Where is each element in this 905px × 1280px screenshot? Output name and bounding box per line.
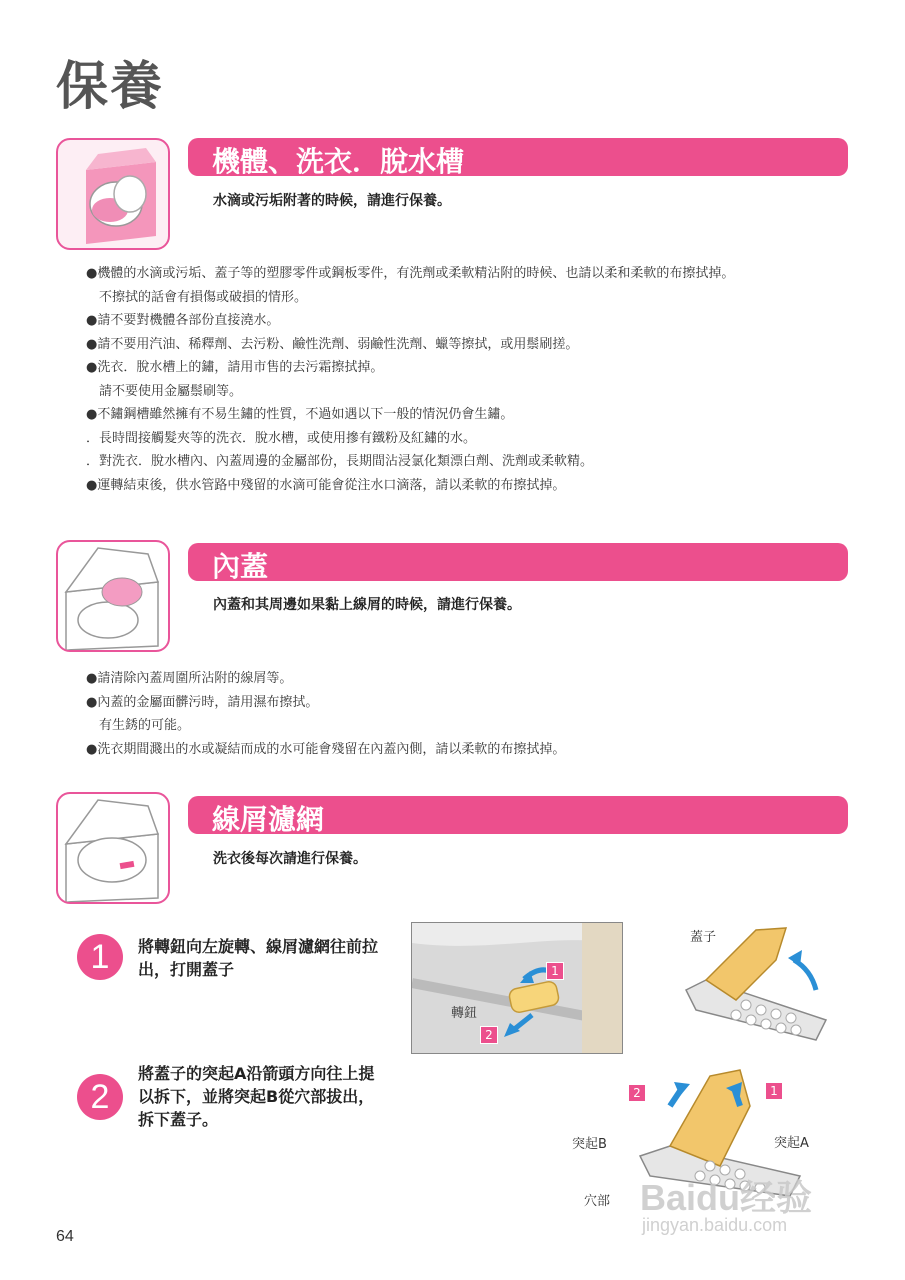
list-item: ●機體的水滴或污垢、蓋子等的塑膠零件或鋼板零件，有洗劑或柔軟精沾附的時候、也請以柔和柔軟的布擦拭掉。	[86, 266, 735, 281]
section-heading: 線屑濾網	[212, 803, 325, 836]
list-item: 有生銹的可能。	[86, 718, 191, 733]
list-item: ●洗衣期間濺出的水或凝結而成的水可能會殘留在內蓋內側，請以柔軟的布擦拭掉。	[86, 741, 566, 757]
list-item: ．對洗衣．脫水槽內、內蓋周邊的金屬部份，長期間沾浸氯化類漂白劑、洗劑或柔軟精。	[86, 454, 594, 469]
watermark-url: jingyan.baidu.com	[642, 1215, 788, 1235]
list-item: ●不鏽鋼槽雖然擁有不易生鏽的性質，不過如遇以下一般的情況仍會生鏽。	[86, 407, 514, 422]
bullet-list	[86, 262, 856, 497]
figure-marker-2: 2	[628, 1084, 646, 1102]
watermark: Baidu经验	[640, 1177, 813, 1218]
list-item: ●請不要用汽油、稀釋劑、去污粉、鹼性洗劑、弱鹼性洗劑、蠟等擦拭，或用鬃刷搓。	[86, 336, 579, 352]
label-tab-b: 突起B	[572, 1137, 607, 1152]
section-subtitle: 洗衣後每次請進行保養。	[213, 851, 367, 867]
section-banner-lint-filter	[188, 796, 848, 834]
section-heading: 內蓋	[212, 550, 269, 583]
list-item: ●請清除內蓋周圍所沾附的線屑等。	[86, 671, 293, 686]
knob-figure	[411, 922, 623, 1054]
section-subtitle: 水滴或污垢附著的時候，請進行保養。	[213, 193, 451, 209]
page-number: 64	[56, 1228, 74, 1245]
section-subtitle: 內蓋和其周邊如果黏上線屑的時候，請進行保養。	[213, 597, 521, 613]
label-cover: 蓋子	[690, 930, 717, 945]
lint-filter-illustration	[56, 792, 170, 904]
washer-body-illustration	[56, 138, 170, 250]
label-tab-a: 突起A	[774, 1136, 809, 1151]
section-banner-body	[188, 138, 848, 176]
label-knob: 轉鈕	[451, 1006, 478, 1021]
step-text-1: 將轉鈕向左旋轉、線屑濾網往前拉出，打開蓋子	[138, 937, 379, 979]
list-item: ●運轉結束後，供水管路中殘留的水滴可能會從注水口滴落，請以柔軟的布擦拭掉。	[86, 477, 566, 493]
step-number-1: 1	[77, 934, 123, 980]
bullet-list	[86, 667, 856, 761]
section-banner-inner-lid	[188, 543, 848, 581]
page-title: 保養	[56, 57, 165, 117]
figure-marker-2: 2	[480, 1026, 498, 1044]
list-item: ●內蓋的金屬面髒污時，請用濕布擦拭。	[86, 694, 319, 710]
step-text-2: 將蓋子的突起A沿箭頭方向往上提以拆下，並將突起B從穴部拔出，拆下蓋子。	[138, 1064, 375, 1129]
list-item: ●洗衣．脫水槽上的鏽，請用市售的去污霜擦拭掉。	[86, 360, 384, 375]
list-item: 請不要使用金屬鬃刷等。	[86, 383, 243, 399]
list-item: ●請不要對機體各部份直接澆水。	[86, 313, 280, 328]
figure-marker-1: 1	[765, 1082, 783, 1100]
figure-marker-1: 1	[546, 962, 564, 980]
list-item: 不擦拭的話會有損傷或破損的情形。	[86, 289, 308, 305]
step-number-2: 2	[77, 1074, 123, 1120]
list-item: ．長時間接觸髮夾等的洗衣．脫水槽，或使用摻有鐵粉及紅鏽的水。	[86, 430, 477, 446]
inner-lid-illustration	[56, 540, 170, 652]
section-heading: 機體、洗衣．脫水槽	[212, 145, 465, 178]
label-hole: 穴部	[584, 1194, 611, 1209]
